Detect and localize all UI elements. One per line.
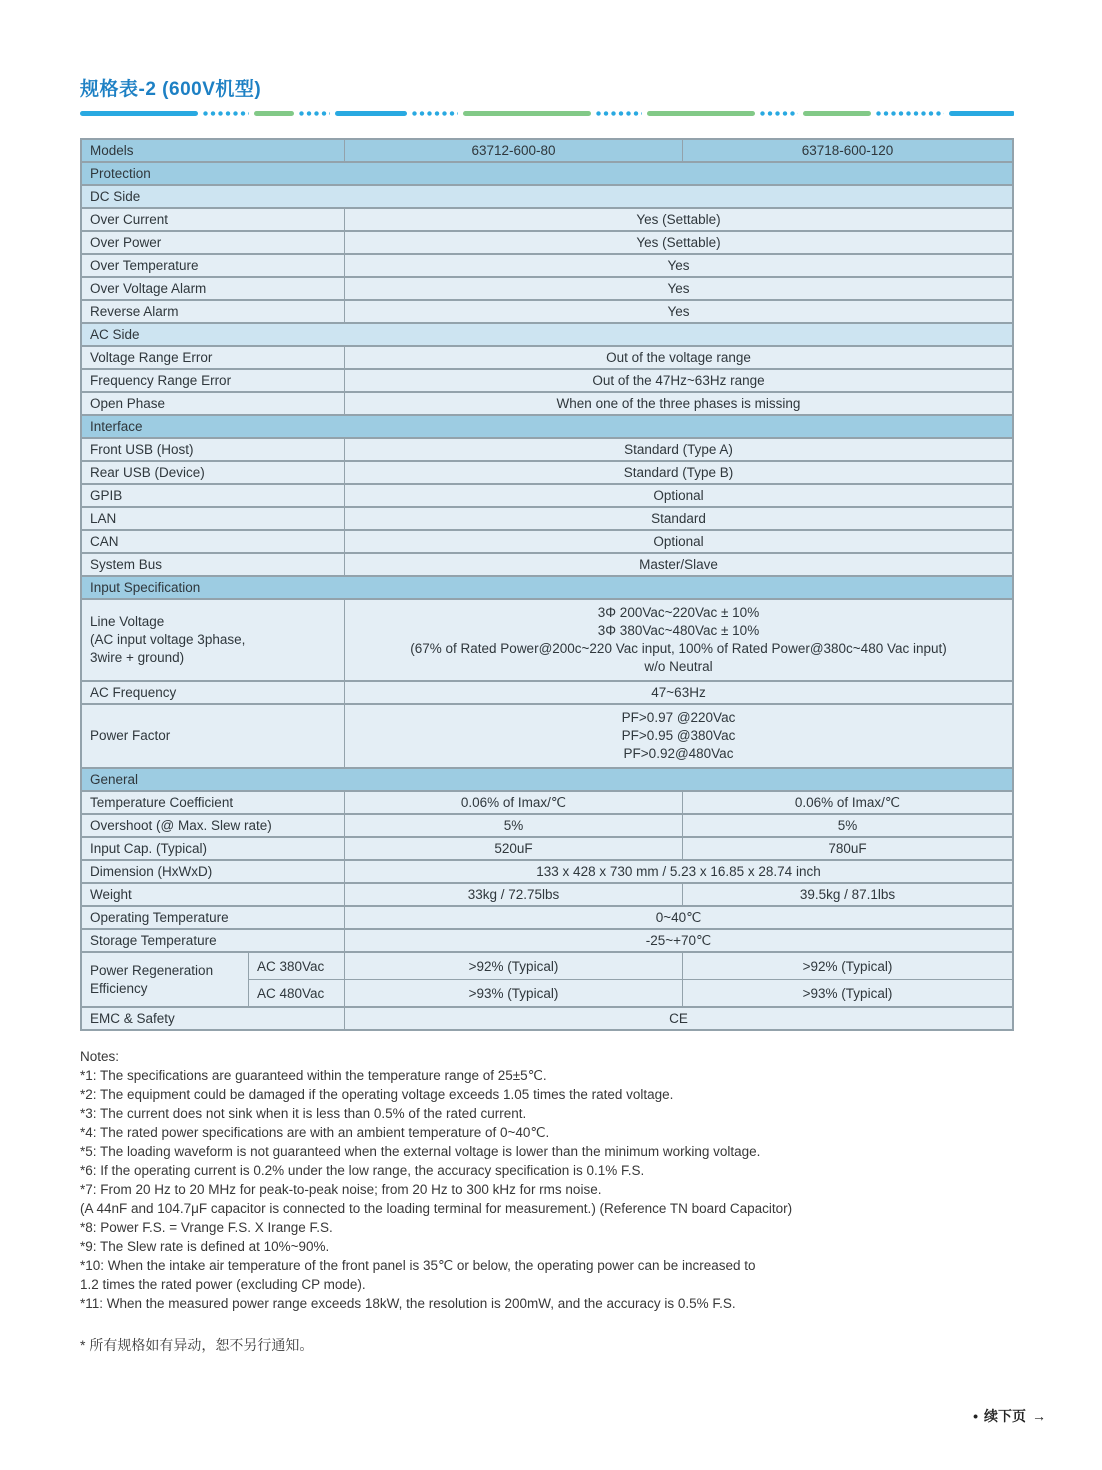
- ornament-dots: [412, 111, 458, 116]
- note-line: 1.2 times the rated power (excluding CP mode).: [80, 1277, 366, 1292]
- spec-row-regen: [82, 953, 1012, 1008]
- row-label: Over Voltage Alarm: [82, 278, 345, 299]
- ornament-dash: [647, 111, 755, 116]
- row-value-b: 39.5kg / 87.1lbs: [799, 887, 896, 902]
- row-value-line: 3Φ 200Vac~220Vac ± 10%: [597, 605, 760, 620]
- row-value-span: Master/Slave: [639, 557, 718, 572]
- model-b-name: 63718-600-120: [801, 143, 894, 158]
- row-value-span: Out of the 47Hz~63Hz range: [592, 373, 765, 388]
- page-title: 规格表-2 (600V机型): [80, 79, 262, 100]
- spec-row: [82, 347, 1012, 370]
- row-value-span: Yes (Settable): [636, 235, 721, 250]
- row-value-b: 5%: [837, 818, 858, 833]
- row-value-a: 5%: [345, 815, 683, 836]
- section-header-label: Input Specification: [90, 580, 201, 595]
- models-header-label: Models: [82, 140, 345, 161]
- page-footer: [973, 1406, 1046, 1426]
- ornament-dash: [803, 111, 871, 116]
- footer-continue-label: 续下页: [984, 1408, 1026, 1424]
- row-label: Voltage Range Error: [82, 347, 345, 368]
- spec-section-row: [82, 577, 1012, 600]
- ornament-dash: [335, 111, 407, 116]
- spec-section-row: [82, 769, 1012, 792]
- row-value-span: CE: [669, 1011, 688, 1026]
- spec-row: [82, 370, 1012, 393]
- note-line: *6: If the operating current is 0.2% under the low range, the accuracy specification is 0.1% F.S.: [80, 1163, 645, 1178]
- spec-row: [82, 884, 1012, 907]
- spec-row: [82, 1008, 1012, 1029]
- row-label: Rear USB (Device): [82, 462, 345, 483]
- note-line: *10: When the intake air temperature of the front panel is 35℃ or below, the operating power can be increased to: [80, 1258, 756, 1273]
- spec-row: [82, 861, 1012, 884]
- row-value-span: Standard: [651, 511, 706, 526]
- spec-subsection-row: [82, 324, 1012, 347]
- row-label-line: Power Regeneration: [90, 962, 214, 978]
- spec-row: [82, 792, 1012, 815]
- row-value-span: -25~+70℃: [645, 933, 712, 948]
- regen-subrows: [249, 953, 1012, 1006]
- row-label-line: Power Factor: [90, 728, 171, 743]
- row-label: Operating Temperature: [82, 907, 345, 928]
- notes-section: [80, 1047, 1014, 1313]
- row-label: [82, 600, 345, 680]
- row-label: CAN: [82, 531, 345, 552]
- row-value-b: 780uF: [828, 841, 867, 856]
- ornament-dash: [463, 111, 591, 116]
- row-value-line: 3Φ 380Vac~480Vac ± 10%: [597, 623, 760, 638]
- spec-row: [82, 508, 1012, 531]
- row-value-span: Standard (Type B): [623, 465, 734, 480]
- row-value-line: w/o Neutral: [644, 659, 713, 674]
- ornament-dots: [299, 111, 330, 116]
- regen-sub-label: AC 380Vac: [249, 953, 345, 979]
- row-value-span: Out of the voltage range: [606, 350, 751, 365]
- spec-row: [82, 554, 1012, 577]
- spec-row: [82, 232, 1012, 255]
- regen-sub-label: AC 480Vac: [249, 980, 345, 1006]
- row-label-line: (AC input voltage 3phase,: [90, 632, 246, 647]
- note-line: *7: From 20 Hz to 20 MHz for peak-to-peak noise; from 20 Hz to 300 kHz for rms noise.: [80, 1182, 602, 1197]
- row-value-line: PF>0.95 @380Vac: [621, 728, 736, 743]
- spec-row: [82, 682, 1012, 705]
- footer-arrow-icon: →: [1032, 1408, 1046, 1424]
- row-label: Overshoot (@ Max. Slew rate): [82, 815, 345, 836]
- regen-subrow: [249, 953, 1012, 980]
- note-line: *11: When the measured power range exceeds 18kW, the resolution is 200mW, and the accuracy is 0.5% F.S.: [80, 1296, 736, 1311]
- note-line: *5: The loading waveform is not guaranteed when the external voltage is lower than the minimum working voltage.: [80, 1144, 761, 1159]
- row-label: GPIB: [82, 485, 345, 506]
- row-label: Over Current: [82, 209, 345, 230]
- note-line: (A 44nF and 104.7μF capacitor is connected to the loading terminal for measurement.) (Reference TN board Capacitor): [80, 1201, 793, 1216]
- subsection-header-label: AC Side: [90, 327, 140, 342]
- row-value-span: 47~63Hz: [651, 685, 706, 700]
- row-value-span: Standard (Type A): [624, 442, 733, 457]
- spec-row: [82, 255, 1012, 278]
- row-value-span: Optional: [653, 488, 704, 503]
- ornament-dash: [254, 111, 294, 116]
- row-value-a: 33kg / 72.75lbs: [345, 884, 683, 905]
- spec-row: [82, 439, 1012, 462]
- spec-change-note: * 所有规格如有异动，恕不另行通知。: [80, 1337, 314, 1353]
- spec-row: [82, 930, 1012, 953]
- ornament-dash: [80, 111, 198, 116]
- row-value-span: Optional: [653, 534, 704, 549]
- spec-row: [82, 705, 1012, 769]
- spec-row: [82, 600, 1012, 682]
- row-label: Storage Temperature: [82, 930, 345, 951]
- subsection-header-label: DC Side: [90, 189, 141, 204]
- row-value-line: PF>0.92@480Vac: [623, 746, 734, 761]
- section-header-label: Protection: [90, 166, 151, 181]
- ornament-dash: [949, 111, 1014, 116]
- row-value-span: Yes: [667, 304, 690, 319]
- row-label: Input Cap. (Typical): [82, 838, 345, 859]
- row-label: System Bus: [82, 554, 345, 575]
- row-value-b: 0.06% of Imax/℃: [794, 795, 901, 810]
- row-label: Over Power: [82, 232, 345, 253]
- row-label: Reverse Alarm: [82, 301, 345, 322]
- spec-row-models: [82, 140, 1012, 163]
- spec-table: [80, 138, 1014, 1031]
- row-value-span: Yes: [667, 281, 690, 296]
- spec-section-row: [82, 163, 1012, 186]
- row-label: [82, 705, 345, 767]
- row-value-span: [345, 600, 1012, 680]
- note-line: *2: The equipment could be damaged if the operating voltage exceeds 1.05 times the rated voltage.: [80, 1087, 674, 1102]
- section-header-label: Interface: [90, 419, 143, 434]
- row-label: Frequency Range Error: [82, 370, 345, 391]
- row-value-b: >93% (Typical): [802, 985, 893, 1001]
- row-label: Temperature Coefficient: [82, 792, 345, 813]
- row-value-span: 0~40℃: [655, 910, 702, 925]
- row-label-line: Efficiency: [90, 980, 148, 996]
- row-value-span: [345, 705, 1012, 767]
- spec-row: [82, 209, 1012, 232]
- notes-title: Notes:: [80, 1049, 120, 1064]
- row-value-line: PF>0.97 @220Vac: [621, 710, 736, 725]
- spec-section-row: [82, 416, 1012, 439]
- row-label: Front USB (Host): [82, 439, 345, 460]
- row-label: [82, 953, 249, 1006]
- page-content: [80, 74, 1014, 1355]
- spec-row: [82, 278, 1012, 301]
- footer-bullet: •: [973, 1408, 978, 1424]
- note-line: *3: The current does not sink when it is less than 0.5% of the rated current.: [80, 1106, 527, 1121]
- spec-row: [82, 485, 1012, 508]
- ornament-dots: [760, 111, 798, 116]
- row-label-line: 3wire + ground): [90, 650, 185, 665]
- row-value-a: 520uF: [345, 838, 683, 859]
- row-label: LAN: [82, 508, 345, 529]
- model-a-name: 63712-600-80: [345, 140, 683, 161]
- spec-row: [82, 462, 1012, 485]
- row-label: Over Temperature: [82, 255, 345, 276]
- note-line: *9: The Slew rate is defined at 10%~90%.: [80, 1239, 330, 1254]
- spec-row: [82, 907, 1012, 930]
- section-header-label: General: [90, 772, 139, 787]
- row-label: Dimension (HxWxD): [82, 861, 345, 882]
- row-value-a: 0.06% of Imax/℃: [345, 792, 683, 813]
- row-value-span: 133 x 428 x 730 mm / 5.23 x 16.85 x 28.74 inch: [536, 864, 821, 879]
- row-label: Open Phase: [82, 393, 345, 414]
- row-label-line: Line Voltage: [90, 614, 165, 629]
- row-label: EMC & Safety: [82, 1008, 345, 1029]
- spec-row: [82, 393, 1012, 416]
- row-value-line: (67% of Rated Power@200c~220 Vac input, 100% of Rated Power@380c~480 Vac input): [410, 641, 947, 656]
- regen-subrow: [249, 980, 1012, 1006]
- ornament-dots: [203, 111, 249, 116]
- row-value-span: When one of the three phases is missing: [556, 396, 801, 411]
- ornament-dots: [596, 111, 642, 116]
- spec-row: [82, 531, 1012, 554]
- note-line: *1: The specifications are guaranteed within the temperature range of 25±5℃.: [80, 1068, 547, 1083]
- row-value-b: >92% (Typical): [802, 958, 893, 974]
- note-line: *8: Power F.S. = Vrange F.S. X Irange F.S.: [80, 1220, 333, 1235]
- row-label: AC Frequency: [82, 682, 345, 703]
- ornament-dots: [876, 111, 944, 116]
- row-value-span: Yes: [667, 258, 690, 273]
- note-line: *4: The rated power specifications are with an ambient temperature of 0~40℃.: [80, 1125, 550, 1140]
- row-value-a: >93% (Typical): [345, 980, 683, 1006]
- spec-row: [82, 815, 1012, 838]
- spec-row: [82, 838, 1012, 861]
- row-value-a: >92% (Typical): [345, 953, 683, 979]
- spec-row: [82, 301, 1012, 324]
- row-label: Weight: [82, 884, 345, 905]
- spec-subsection-row: [82, 186, 1012, 209]
- row-value-span: Yes (Settable): [636, 212, 721, 227]
- title-divider-ornament: [80, 110, 1014, 116]
